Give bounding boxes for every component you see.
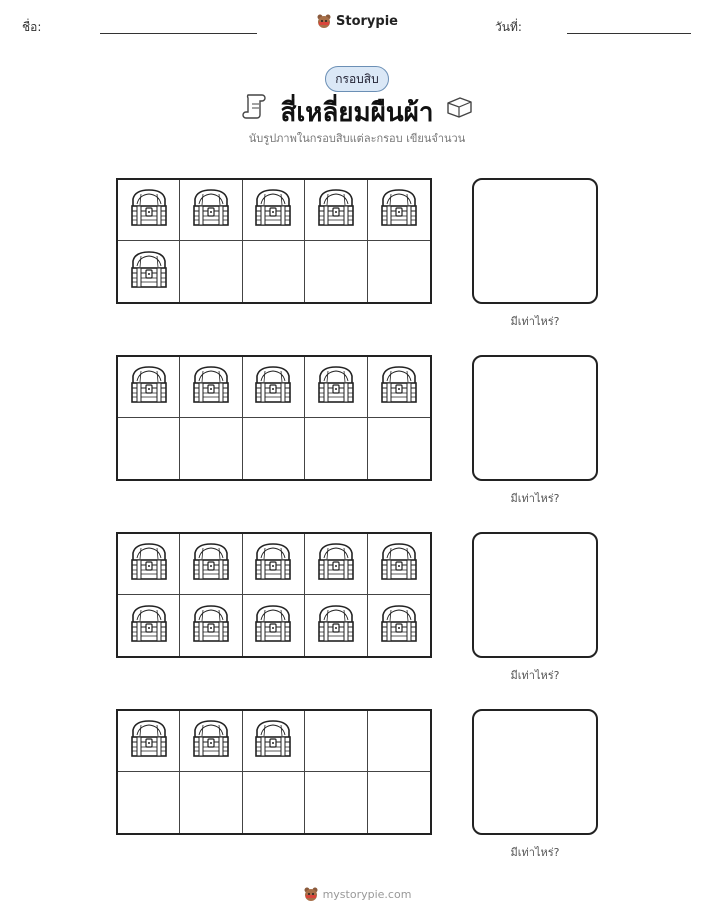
ten-frame-cell xyxy=(305,595,367,656)
treasure-chest-icon xyxy=(377,363,421,411)
answer-question: มีเท่าไหร่? xyxy=(510,315,560,328)
ten-frame-cell xyxy=(368,772,430,833)
footer-url[interactable]: mystorypie.com xyxy=(322,887,412,901)
ten-frame-cell xyxy=(118,711,180,772)
ten-frame-cell xyxy=(180,711,242,772)
treasure-chest-icon xyxy=(314,540,358,588)
ten-frame-cell xyxy=(305,534,367,595)
ten-frame-cell xyxy=(243,357,305,418)
brand-name: Storypie xyxy=(336,13,398,29)
brand-logo xyxy=(0,13,714,29)
ten-frame-cell xyxy=(118,534,180,595)
answer-question: มีเท่าไหร่? xyxy=(510,669,560,682)
ten-frame-cell xyxy=(243,772,305,833)
treasure-chest-icon xyxy=(251,717,295,765)
ten-frame-cell xyxy=(368,180,430,241)
treasure-chest-icon xyxy=(189,717,233,765)
answer-question: มีเท่าไหร่? xyxy=(510,846,560,859)
ten-frame-cell xyxy=(243,595,305,656)
ten-frame-cell xyxy=(368,595,430,656)
treasure-chest-icon xyxy=(251,363,295,411)
name-line[interactable] xyxy=(100,33,257,34)
answer-box[interactable] xyxy=(472,709,598,835)
ten-frame-cell xyxy=(180,180,242,241)
ten-frame-cell xyxy=(118,595,180,656)
footer xyxy=(0,886,714,902)
treasure-chest-icon xyxy=(127,717,171,765)
ten-frame-cell xyxy=(118,180,180,241)
treasure-chest-icon xyxy=(377,602,421,650)
ten-frame-cell xyxy=(118,241,180,302)
treasure-chest-icon xyxy=(251,540,295,588)
ten-frame-cell xyxy=(180,357,242,418)
ten-frame-cell xyxy=(118,418,180,479)
treasure-chest-icon xyxy=(127,363,171,411)
ten-frame-cell xyxy=(368,418,430,479)
ten-frame-cell xyxy=(243,241,305,302)
ten-frame-cell xyxy=(243,180,305,241)
treasure-chest-icon xyxy=(127,602,171,650)
ten-frame-cell xyxy=(368,534,430,595)
cube-icon xyxy=(444,95,474,119)
instruction-text: นับรูปภาพในกรอบสิบแต่ละกรอบ เขียนจำนวน xyxy=(248,132,466,145)
treasure-chest-icon xyxy=(251,602,295,650)
ten-frame xyxy=(116,532,432,658)
answer-box[interactable] xyxy=(472,178,598,304)
treasure-chest-icon xyxy=(251,186,295,234)
answer-box[interactable] xyxy=(472,532,598,658)
treasure-chest-icon xyxy=(127,248,171,296)
ten-frame-cell xyxy=(368,357,430,418)
date-label: วันที่: xyxy=(495,20,522,34)
ten-frame xyxy=(116,709,432,835)
treasure-chest-icon xyxy=(127,540,171,588)
ten-frame-cell xyxy=(243,418,305,479)
name-label: ชื่อ: xyxy=(22,20,42,34)
ten-frame-cell xyxy=(180,418,242,479)
answer-box[interactable] xyxy=(472,355,598,481)
ten-frame-cell xyxy=(368,241,430,302)
date-line[interactable] xyxy=(567,33,691,34)
ten-frame-cell xyxy=(305,772,367,833)
treasure-chest-icon xyxy=(377,540,421,588)
bear-mascot-icon xyxy=(303,886,319,902)
treasure-chest-icon xyxy=(377,186,421,234)
treasure-chest-icon xyxy=(314,363,358,411)
treasure-chest-icon xyxy=(314,186,358,234)
treasure-chest-icon xyxy=(189,186,233,234)
ten-frame-cell xyxy=(305,357,367,418)
ten-frame xyxy=(116,355,432,481)
ten-frame xyxy=(116,178,432,304)
treasure-chest-icon xyxy=(189,602,233,650)
ten-frame-cell xyxy=(180,595,242,656)
treasure-chest-icon xyxy=(314,602,358,650)
ten-frame-cell xyxy=(180,534,242,595)
treasure-chest-icon xyxy=(127,186,171,234)
ten-frame-cell xyxy=(118,772,180,833)
ten-frame-cell xyxy=(305,418,367,479)
ten-frame-cell xyxy=(180,241,242,302)
page-title: สี่เหลี่ยมผืนผ้า xyxy=(280,98,434,128)
ten-frame-cell xyxy=(243,711,305,772)
scroll-icon xyxy=(242,92,268,120)
bear-mascot-icon xyxy=(316,13,332,29)
ten-frame-cell xyxy=(305,241,367,302)
answer-question: มีเท่าไหร่? xyxy=(510,492,560,505)
ten-frame-cell xyxy=(180,772,242,833)
ten-frame-cell xyxy=(305,180,367,241)
ten-frame-cell xyxy=(368,711,430,772)
category-badge: กรอบสิบ xyxy=(325,66,389,92)
treasure-chest-icon xyxy=(189,363,233,411)
treasure-chest-icon xyxy=(189,540,233,588)
ten-frame-cell xyxy=(118,357,180,418)
ten-frame-cell xyxy=(305,711,367,772)
ten-frame-cell xyxy=(243,534,305,595)
